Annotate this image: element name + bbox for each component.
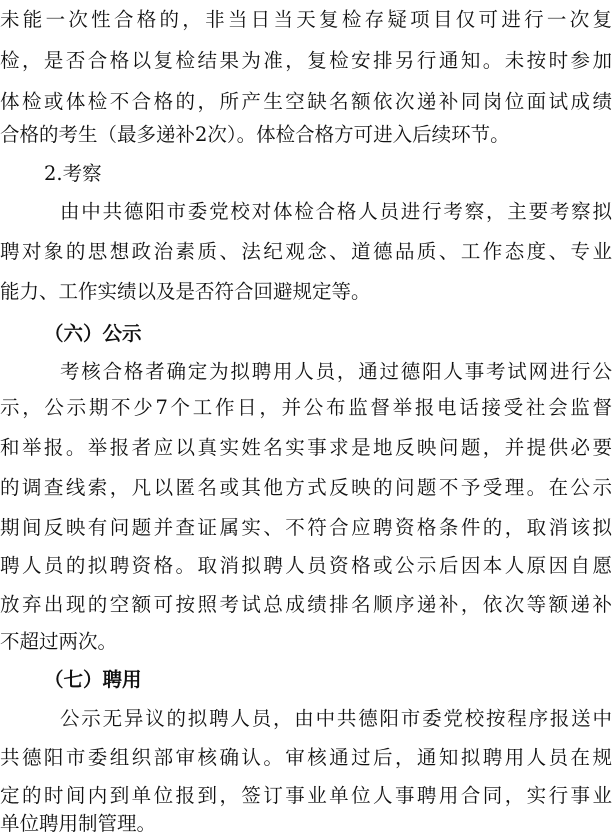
paragraph-line: 未能一次性合格的，非当日当天复检存疑项目仅可进行一次复 [0, 8, 612, 31]
paragraph-line: 示，公示期不少7个工作日，并公布监督举报电话接受社会监督 [0, 396, 612, 419]
paragraph-line: 能力、工作实绩以及是否符合回避规定等。 [0, 280, 371, 303]
section-heading: （七）聘用 [44, 668, 142, 691]
paragraph-line: 检，是否合格以复检结果为准，复检安排另行通知。未按时参加 [0, 49, 612, 72]
paragraph-line: 定的时间内到单位报到，签订事业单位人事聘用合同，实行事业 [0, 784, 612, 807]
paragraph-line: 不超过两次。 [0, 630, 118, 653]
paragraph-line: 单位聘用制管理。 [0, 812, 157, 835]
paragraph-line: 由中共德阳市委党校对体检合格人员进行考察，主要考察拟 [60, 200, 612, 223]
paragraph-line: 公示无异议的拟聘人员，由中共德阳市委党校按程序报送中 [60, 707, 612, 730]
paragraph-line: 聘对象的思想政治素质、法纪观念、道德品质、工作态度、专业 [0, 240, 612, 263]
paragraph-line: 放弃出现的空额可按照考试总成绩排名顺序递补，依次等额递补 [0, 593, 612, 616]
paragraph-line: 体检或体检不合格的，所产生空缺名额依次递补同岗位面试成绩 [0, 90, 612, 113]
paragraph-line: 共德阳市委组织部审核确认。审核通过后，通知拟聘用人员在规 [0, 746, 612, 769]
paragraph-line: 的调查线索，凡以匿名或其他方式反映的问题不予受理。在公示 [0, 476, 612, 499]
paragraph-line: 聘人员的拟聘资格。取消拟聘人员资格或公示后因本人原因自愿 [0, 554, 612, 577]
section-heading: （六）公示 [44, 322, 142, 345]
section-heading: 2.考察 [44, 162, 102, 185]
paragraph-line: 合格的考生（最多递补2次）。体检合格方可进入后续环节。 [0, 123, 510, 146]
paragraph-line: 期间反映有问题并查证属实、不符合应聘资格条件的，取消该拟 [0, 516, 612, 539]
paragraph-line: 和举报。举报者应以真实姓名实事求是地反映问题，并提供必要 [0, 436, 612, 459]
paragraph-line: 考核合格者确定为拟聘用人员，通过德阳人事考试网进行公 [60, 360, 612, 383]
